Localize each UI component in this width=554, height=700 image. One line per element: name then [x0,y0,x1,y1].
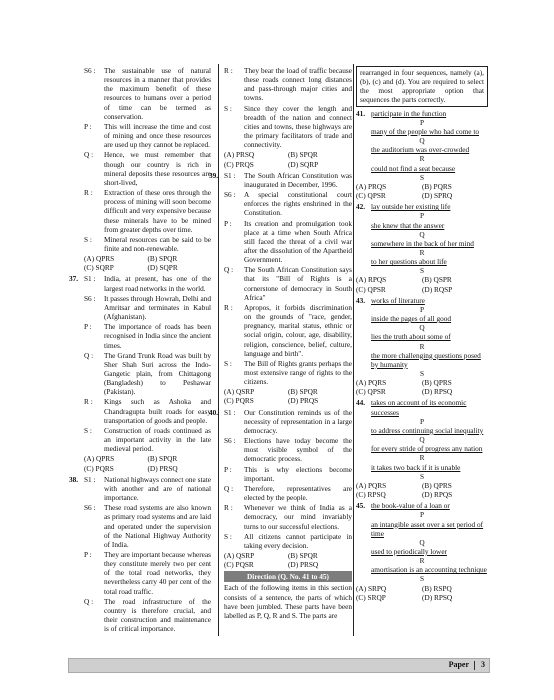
part-label: S : [84,234,92,244]
part-label: R : [224,66,233,75]
answer-options [356,182,488,200]
page-footer [68,658,490,673]
part-text: The Bill of Rights grants perhaps the most extensive range of rights to the citizens. [244,358,352,387]
segment-text: inside the pages of all good [371,314,452,324]
part-label: S6 : [84,66,96,75]
jumbled-segment [356,314,488,323]
segment-marker: S [419,172,425,182]
statement-part [84,397,211,424]
segment-text: used to periodically lower [371,546,447,556]
jumbled-segment [356,444,488,453]
part-text: It passes through Howrah, Delhi and Amritsar and terminates in Kabul (Afghanistan). [104,293,211,322]
footer-paper-label: Paper [448,660,469,669]
question-number: 45. [356,501,366,511]
jumbled-segment [356,257,488,266]
part-label: P : [84,121,92,131]
answer-option: (B) QPRS [422,480,452,490]
answer-option: (C) QPSR [356,284,386,294]
answer-option: (A) QSRP [224,550,255,560]
segment-marker: Q [419,136,425,146]
part-text: These road systems are also known as primary road systems and are laid and operated under the supervision of the National Highway Authority of India. [104,503,211,549]
part-text: The South African Constitution was inaugurated in December, 1996. [244,170,352,189]
segment-text: could not find a seat because [371,163,456,173]
part-label: R : [224,302,233,312]
part-text: Its creation and promulgation took place at a time when South Africa still faced the threat of a civil war after the dissolution of the Apartheid Government. [244,218,352,265]
answer-option: (D) PRQS [288,396,319,406]
segment-marker: S [419,574,425,584]
part-text: The road infrastructure of the country is therefore crucial, and their construction and maintenance is of critical importance. [104,596,211,634]
part-label: P : [84,549,92,559]
segment-text: the more challenging questions posed by humanity [371,350,481,369]
answer-options [84,254,211,272]
answer-option: (C) RPSQ [356,490,386,500]
direction-text: Each of the following items in this section consists of a sentence, the parts of which have been jumbled. These parts have been labelled as P, Q, R and S. The parts are [224,583,352,620]
question-number: 41. [356,108,366,118]
answer-option: (B) SPQR [288,387,318,397]
part-text: Since they cover the length and breadth of the nation and connect cities and towns, these highways are the primary facilitators of trade and connectivity. [244,103,352,150]
footer-divider [474,661,475,670]
statement-part [84,122,211,149]
answer-option: (A) RPQS [356,275,387,285]
jumbled-segment [356,565,488,574]
answer-option: (B) PQRS [422,181,452,191]
part-text: A special constitutional court enforces the rights enshrined in the Constitution. [244,190,352,218]
part-text: Hence, we must remember that though our country is rich in mineral deposits these resources are short-lived, [104,150,211,187]
q39-number: 39. [209,170,219,180]
answer-option: (D) PRSQ [288,560,319,570]
part-text: The South African Constitution says that its "Bill of Rights is a cornerstone of democracy in South Africa" [244,265,352,302]
jumbled-segment [356,221,488,230]
segment-text: lay outside her existing life [371,202,451,212]
answer-options [356,275,488,293]
jumbled-segment [356,332,488,341]
column-divider [353,64,354,636]
jumbled-segment [356,145,488,154]
segment-marker: R [419,341,425,351]
q39-block [209,170,352,387]
segment-text: to her questions about life [371,257,447,267]
jumbled-segment [356,127,488,136]
statement-part [84,597,211,634]
jumbled-segment [356,426,488,435]
segment-text: to address continuing social inequality [371,425,484,435]
q37-number: 37. [69,274,79,284]
answer-option: (C) PQSR [224,560,254,570]
jumbled-segment [356,501,488,510]
statement-part [224,219,352,265]
page-number: 3 [481,660,485,669]
jumbled-segment [356,109,488,118]
part-label: R : [224,503,233,513]
statement-part [84,503,211,549]
direction-text-continued: rearranged in four sequences, namely (a), (b), (c) and (d). You are required to select the most appropriate option that sequences the parts correctly. [356,66,488,107]
part-text: Kings such as Ashoka and Chandragupta built roads for easy transportation of goods and people. [104,397,211,425]
statement-part [69,474,211,503]
part-text: Extraction of these ores through the process of mining will soon become difficult and very expensive because these minerals have to be mined from greater depths over time. [104,188,211,234]
q38-block [69,474,211,634]
q40-number: 40. [209,407,219,417]
answer-option: (A) PQRS [356,480,387,490]
jumbled-segment [356,202,488,211]
part-label: S1 : [224,407,236,417]
column-right [356,66,488,604]
segment-marker: S [419,266,425,276]
statement-part [209,407,352,435]
part-label: S6 : [84,503,96,513]
segment-text: the book-value of a loan or [371,501,450,511]
answer-option: (D) SQRP [288,159,319,169]
statement-part [84,66,211,121]
part-text: This is why elections become important. [244,464,352,483]
part-text: Mineral resources can be said to be finite and non-renewable. [104,234,211,253]
statement-part [224,465,352,483]
question-block [84,66,211,253]
segment-text: it takes two back if it is unable [371,462,461,472]
statement-part [224,436,352,463]
answer-option: (A) QSRP [224,387,255,397]
statement-part [84,235,211,253]
part-label: S : [84,425,92,435]
statement-part [209,170,352,189]
column-divider [218,64,219,636]
answer-option: (C) QPSR [356,387,386,397]
answer-option: (B) RSPQ [422,583,452,593]
segment-text: the auditorium was over-crowded [371,145,470,155]
part-text: The sustainable use of natural resources in a manner that provides the maximum benefit of these resources to humans over a period of time can be termed as conservation. [104,66,211,121]
answer-option: (A) QPRS [84,454,115,464]
statement-part [84,188,211,234]
answer-option: (A) PQRS [356,378,387,388]
part-label: Q : [224,483,234,493]
statement-part [224,265,352,302]
part-label: S6 : [224,190,236,200]
answer-option: (A) PRSQ [224,150,255,160]
statement-part [84,351,211,397]
part-label: S1 : [224,170,236,180]
part-text: Apropos, it forbids discrimination on the grounds of "race, gender, pregnancy, marital status, ethnic or social origin, colour, age, disability, religion, conscience, belief, culture, language and birth". [244,302,352,358]
statement-part [84,150,211,187]
segment-text: somewhere in the back of her mind [371,238,474,248]
segment-marker: P [419,304,425,314]
part-text: Whenever we think of India as a democracy, our mind invariably turns to our successful elections. [244,503,352,531]
answer-option: (D) PRSQ [147,463,178,473]
answer-option: (A) PRQS [356,181,387,191]
answer-options [224,150,352,168]
part-label: R : [84,188,93,198]
answer-option: (D) RPSQ [422,592,453,602]
jumbled-segment [356,398,488,416]
segment-text: amortisation is an accounting technique [371,565,487,575]
column-left [69,66,211,634]
q37-block [69,274,211,454]
statement-part [69,274,211,293]
segment-text: lies the truth about some of [371,332,451,342]
segment-marker: P [419,416,425,426]
statement-part [224,359,352,386]
jumbled-segment [356,164,488,173]
segment-text: takes on account of its economic successes [371,398,467,417]
answer-option: (D) SQPR [147,263,178,273]
part-label: P : [224,464,232,474]
segment-text: participate in the function [371,108,447,118]
answer-option: (A) QPRS [84,254,115,264]
statement-part [224,66,352,103]
segment-text: works of literature [371,295,425,305]
answer-options [224,551,352,569]
part-label: Q : [84,350,94,360]
answer-option: (B) SPQR [288,150,318,160]
q38-number: 38. [69,474,79,484]
segment-marker: Q [419,323,425,333]
answer-options [356,481,488,499]
statement-part [224,190,352,217]
answer-option: (C) QPSR [356,191,386,201]
statement-part [84,322,211,349]
segment-text: she knew that the answer [371,220,445,230]
part-label: S : [224,358,232,368]
column-middle [209,66,352,622]
answer-option: (C) PQRS [84,463,114,473]
answer-option: (C) PRQS [224,159,254,169]
part-label: S6 : [224,436,236,446]
segment-marker: R [419,556,425,566]
part-label: Q : [224,265,234,275]
part-label: S6 : [84,293,96,303]
jumbled-segment [356,463,488,472]
segment-marker: R [419,247,425,257]
part-text: Therefore, representatives are elected by the people. [244,483,352,503]
segment-marker: Q [419,435,425,445]
jumbled-segment [356,520,488,538]
jumbled-segment [356,547,488,556]
part-text: They are important because whereas they constitute merely two per cent of the total road networks, they nevertheless carry 40 per cent of the total road traffic. [104,549,211,596]
answer-option: (D) SPRQ [422,191,453,201]
part-label: S : [224,103,232,113]
answer-option: (D) RPQS [422,490,453,500]
answer-option: (B) SPQR [147,454,178,464]
answer-option: (B) SPQR [288,550,318,560]
part-label: Q : [84,150,94,160]
part-label: R : [84,397,93,407]
statement-part [224,532,352,550]
part-label: Q : [84,596,94,606]
answer-option: (C) PQRS [224,396,254,406]
segment-marker: R [419,154,425,164]
segment-marker: P [419,211,425,221]
segment-marker: S [419,369,425,378]
answer-option: (C) SRQP [356,592,386,602]
answer-option: (B) QSPR [422,275,452,285]
part-text: Our Constitution reminds us of the necessity of representation in a large democracy. [244,407,352,435]
statement-part [224,104,352,150]
part-label: S : [224,531,232,541]
answer-option: (A) SRPQ [356,583,387,593]
part-text: They bear the load of traffic because these roads connect long distances and pass-through major cities and towns. [244,66,352,103]
answer-options [356,584,488,602]
part-label: S1 : [84,474,96,484]
question-block [224,66,352,149]
part-text: All citizens cannot participate in taking every decision. [244,531,352,550]
answer-options [84,454,211,472]
segment-marker: R [419,453,425,463]
segment-marker: P [419,117,425,127]
statement-part [84,294,211,321]
part-text: The Grand Trunk Road was built by Sher Shah Suri across the Indo-Gangetic plain, from Chittagong (Bangladesh) to Peshawar (Pakistan). [104,350,211,397]
question-number: 44. [356,398,366,408]
answer-option: (C) SQRP [84,263,114,273]
segment-text: many of the people who had come to [371,126,480,136]
segment-marker: P [419,510,425,520]
part-label: P : [84,322,92,332]
segment-text: an intangible asset over a set period of time [371,519,484,538]
direction-heading: Direction (Q. No. 41 to 45) [224,571,352,582]
statement-part [84,426,211,453]
jumbled-segment [356,296,488,305]
answer-option: (D) RPSQ [422,387,453,397]
segment-marker: Q [419,229,425,239]
question-number: 42. [356,202,366,212]
part-label: P : [224,218,232,228]
segment-marker: Q [419,537,425,547]
answer-option: (B) QPRS [422,378,452,388]
statement-part [84,550,211,596]
statement-part [224,484,352,502]
part-text: India, at present, has one of the largest road networks in the world. [104,274,211,293]
segment-text: for every stride of progress any nation [371,444,483,454]
part-label: S1 : [84,274,96,284]
part-text: Elections have today become the most visible symbol of the democratic process. [244,436,352,464]
part-text: This will increase the time and cost of mining and once these resources are used up they cannot be replaced. [104,121,211,150]
part-text: Construction of roads continued as an important activity in the late medieval period. [104,425,211,454]
answer-option: (D) RQSP [422,284,453,294]
question-number: 43. [356,295,366,305]
part-text: National highways connect one state with another and are of national importance. [104,474,211,503]
answer-options [224,387,352,405]
answer-option: (B) SPQR [147,254,178,264]
answer-options [356,378,488,396]
jumbled-segment [356,351,488,369]
statement-part [224,303,352,358]
q40-block [209,407,352,550]
segment-marker: S [419,471,425,481]
statement-part [224,503,352,530]
jumbled-segment [356,239,488,248]
part-text: The importance of roads has been recognised in India since the ancient times. [104,322,211,350]
